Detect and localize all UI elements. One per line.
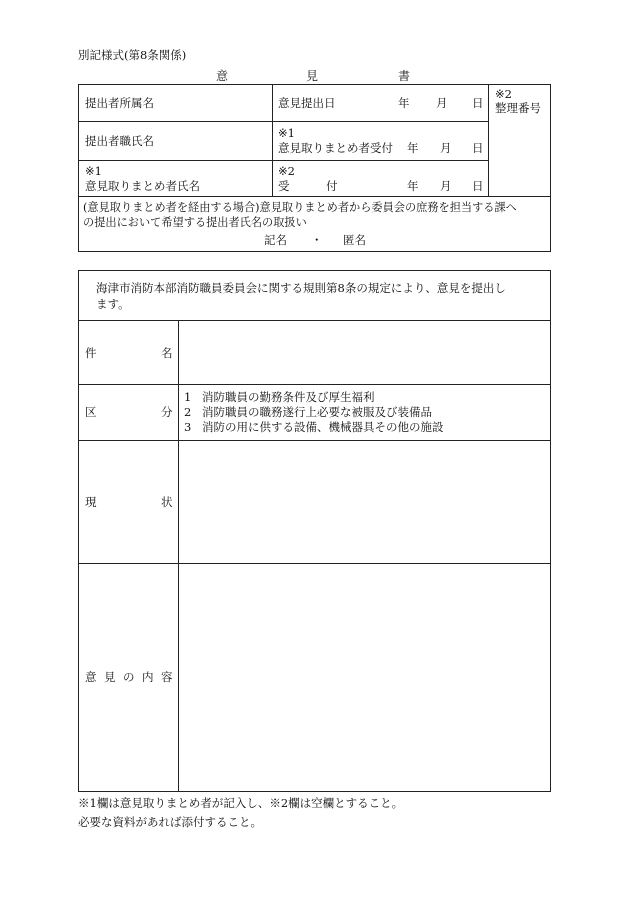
opinion-label-char-3: の <box>123 670 135 684</box>
rule <box>78 384 551 385</box>
reception-char-1: 受 <box>278 179 290 193</box>
opinion-table <box>78 270 551 792</box>
compiler-name-label: 意見取りまとめ者氏名 <box>85 179 200 193</box>
opinion-label-char-2: 見 <box>104 670 116 684</box>
name-option-signed: 記名 <box>264 233 287 247</box>
mark-2: ※2 <box>278 164 295 178</box>
mark-2: ※2 <box>495 87 512 101</box>
opinion-label-char-4: 内 <box>142 670 154 684</box>
document-title <box>78 67 551 83</box>
title-char-3: 書 <box>398 69 411 83</box>
rule <box>78 160 488 161</box>
month-label: 月 <box>440 141 452 155</box>
mark-1: ※1 <box>85 164 102 178</box>
category-item-number: 3 <box>184 420 192 434</box>
opinion-label-char-1: 意 <box>85 670 97 684</box>
month-label: 月 <box>440 179 452 193</box>
reception-char-2: 付 <box>326 179 338 193</box>
rule <box>78 320 551 321</box>
category-item-number: 2 <box>184 405 192 419</box>
name-option-separator: ・ <box>311 233 323 247</box>
category-item-text: 消防職員の職務遂行上必要な被服及び装備品 <box>202 405 432 419</box>
category-label-char-1: 区 <box>85 405 97 419</box>
footer-note-2: 必要な資料があれば添付すること。 <box>78 815 262 829</box>
rule <box>78 196 551 197</box>
footer-note-1: ※1欄は意見取りまとめ者が記入し、※2欄は空欄とすること。 <box>78 796 404 810</box>
day-label: 日 <box>472 141 484 155</box>
rule <box>78 121 488 122</box>
rule <box>78 563 551 564</box>
rule <box>78 440 551 441</box>
day-label: 日 <box>472 96 484 110</box>
intro-line-1: 海津市消防本部消防職員委員会に関する規則第8条の規定により、意見を提出し <box>96 281 506 295</box>
form-caption: 別記様式(第8条関係) <box>78 48 187 62</box>
day-label: 日 <box>472 179 484 193</box>
routing-note-line-1: (意見取りまとめ者を経由する場合)意見取りまとめ者から委員会の庶務を担当する課へ <box>83 201 517 214</box>
title-char-1: 意 <box>216 69 229 83</box>
compiler-receipt-label: 意見取りまとめ者受付 <box>278 141 393 155</box>
category-item-text: 消防の用に供する設備、機械器具その他の施設 <box>202 420 444 434</box>
title-char-2: 見 <box>306 69 319 83</box>
submitter-name-label: 提出者職氏名 <box>85 134 154 148</box>
category-item-number: 1 <box>184 390 192 404</box>
category-item-3 <box>184 420 444 434</box>
rule <box>178 320 179 792</box>
opinion-label-char-5: 容 <box>161 670 173 684</box>
name-option-anonymous: 匿名 <box>343 233 366 247</box>
subject-label-char-2: 名 <box>161 346 173 360</box>
year-label: 年 <box>398 96 410 110</box>
year-label: 年 <box>407 179 419 193</box>
category-item-2 <box>184 405 432 419</box>
status-label-char-2: 状 <box>161 495 173 509</box>
category-label-char-2: 分 <box>161 405 173 419</box>
intro-line-2: ます。 <box>96 297 130 311</box>
submission-date-label: 意見提出日 <box>278 96 336 110</box>
category-item-1 <box>184 390 375 404</box>
month-label: 月 <box>436 96 448 110</box>
category-item-text: 消防職員の勤務条件及び厚生福利 <box>202 390 375 404</box>
submitter-dept-label: 提出者所属名 <box>85 96 154 110</box>
ref-number-label: 整理番号 <box>495 101 541 115</box>
rule <box>272 84 273 196</box>
subject-label-char-1: 件 <box>85 346 97 360</box>
rule <box>488 84 489 196</box>
routing-note-line-2: の提出において希望する提出者氏名の取扱い <box>83 216 307 229</box>
mark-1: ※1 <box>278 126 295 140</box>
year-label: 年 <box>407 141 419 155</box>
status-label-char-1: 現 <box>85 495 97 509</box>
